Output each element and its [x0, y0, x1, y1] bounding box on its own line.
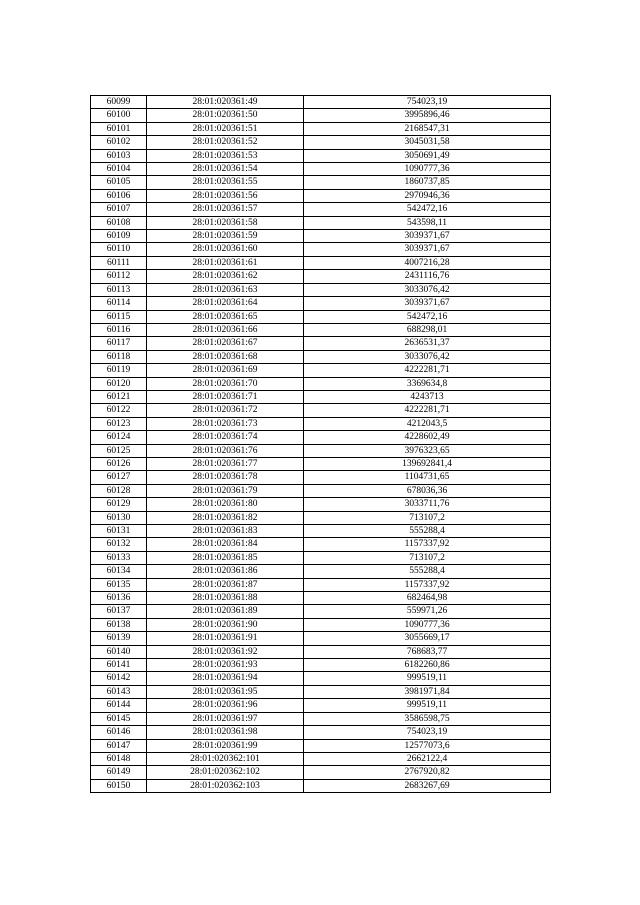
cadastral-number-cell: 28:01:020361:90: [147, 618, 304, 631]
cadastral-number-cell: 28:01:020361:98: [147, 726, 304, 739]
row-number-cell: 60130: [91, 511, 147, 524]
row-number-cell: 60112: [91, 270, 147, 283]
table-row: [91, 283, 551, 296]
table-row: [91, 364, 551, 377]
table-row: [91, 699, 551, 712]
row-number-cell: 60100: [91, 109, 147, 122]
table-row: [91, 163, 551, 176]
value-cell: 682464,98: [304, 592, 551, 605]
value-cell: 4222281,71: [304, 404, 551, 417]
value-cell: 678036,36: [304, 484, 551, 497]
value-cell: 1157337,92: [304, 538, 551, 551]
cadastral-number-cell: 28:01:020361:86: [147, 565, 304, 578]
cadastral-number-cell: 28:01:020361:56: [147, 189, 304, 202]
value-cell: 555288,4: [304, 525, 551, 538]
cadastral-number-cell: 28:01:020361:89: [147, 605, 304, 618]
value-cell: 4222281,71: [304, 364, 551, 377]
value-cell: 3976323,65: [304, 444, 551, 457]
row-number-cell: 60150: [91, 779, 147, 792]
table-row: [91, 578, 551, 591]
row-number-cell: 60139: [91, 632, 147, 645]
value-cell: 713107,2: [304, 511, 551, 524]
row-number-cell: 60121: [91, 390, 147, 403]
value-cell: 3039371,67: [304, 297, 551, 310]
cadastral-number-cell: 28:01:020361:63: [147, 283, 304, 296]
cadastral-number-cell: 28:01:020361:64: [147, 297, 304, 310]
value-cell: 542472,16: [304, 203, 551, 216]
row-number-cell: 60145: [91, 712, 147, 725]
row-number-cell: 60144: [91, 699, 147, 712]
value-cell: 2683267,69: [304, 779, 551, 792]
table-row: [91, 122, 551, 135]
value-cell: 3039371,67: [304, 243, 551, 256]
cadastral-number-cell: 28:01:020361:52: [147, 136, 304, 149]
row-number-cell: 60102: [91, 136, 147, 149]
value-cell: 3033076,42: [304, 350, 551, 363]
table-row: [91, 109, 551, 122]
value-cell: 713107,2: [304, 551, 551, 564]
table-row: [91, 592, 551, 605]
value-cell: 3586598,75: [304, 712, 551, 725]
row-number-cell: 60137: [91, 605, 147, 618]
value-cell: 3033711,76: [304, 498, 551, 511]
row-number-cell: 60135: [91, 578, 147, 591]
value-cell: 3995896,46: [304, 109, 551, 122]
value-cell: 4228602,49: [304, 431, 551, 444]
value-cell: 3369634,8: [304, 377, 551, 390]
cadastral-number-cell: 28:01:020361:61: [147, 256, 304, 269]
row-number-cell: 60119: [91, 364, 147, 377]
table-row: [91, 538, 551, 551]
value-cell: 543598,11: [304, 216, 551, 229]
cadastral-number-cell: 28:01:020361:93: [147, 659, 304, 672]
row-number-cell: 60101: [91, 122, 147, 135]
cadastral-number-cell: 28:01:020361:65: [147, 310, 304, 323]
cadastral-number-cell: 28:01:020361:57: [147, 203, 304, 216]
value-cell: 12577073,6: [304, 739, 551, 752]
table-row: [91, 297, 551, 310]
cadastral-number-cell: 28:01:020361:88: [147, 592, 304, 605]
cadastral-number-cell: 28:01:020361:78: [147, 471, 304, 484]
row-number-cell: 60129: [91, 498, 147, 511]
table-row: [91, 176, 551, 189]
value-cell: 555288,4: [304, 565, 551, 578]
table-row: [91, 243, 551, 256]
row-number-cell: 60132: [91, 538, 147, 551]
cadastral-number-cell: 28:01:020361:72: [147, 404, 304, 417]
cadastral-number-cell: 28:01:020361:97: [147, 712, 304, 725]
value-cell: 3981971,84: [304, 685, 551, 698]
row-number-cell: 60117: [91, 337, 147, 350]
table-row: [91, 431, 551, 444]
value-cell: 2767920,82: [304, 766, 551, 779]
value-cell: 4007216,28: [304, 256, 551, 269]
row-number-cell: 60125: [91, 444, 147, 457]
cadastral-number-cell: 28:01:020361:73: [147, 417, 304, 430]
table-row: [91, 498, 551, 511]
value-cell: 3045031,58: [304, 136, 551, 149]
cadastral-number-cell: 28:01:020361:53: [147, 149, 304, 162]
value-cell: 542472,16: [304, 310, 551, 323]
table-row: [91, 323, 551, 336]
table-row: [91, 645, 551, 658]
table-row: [91, 96, 551, 109]
table-row: [91, 230, 551, 243]
row-number-cell: 60099: [91, 96, 147, 109]
row-number-cell: 60133: [91, 551, 147, 564]
row-number-cell: 60118: [91, 350, 147, 363]
row-number-cell: 60148: [91, 752, 147, 765]
cadastral-number-cell: 28:01:020361:49: [147, 96, 304, 109]
cadastral-number-cell: 28:01:020361:79: [147, 484, 304, 497]
row-number-cell: 60124: [91, 431, 147, 444]
row-number-cell: 60131: [91, 525, 147, 538]
cadastral-number-cell: 28:01:020361:68: [147, 350, 304, 363]
cadastral-number-cell: 28:01:020361:99: [147, 739, 304, 752]
row-number-cell: 60126: [91, 457, 147, 470]
cadastral-number-cell: 28:01:020361:77: [147, 457, 304, 470]
row-number-cell: 60143: [91, 685, 147, 698]
cadastral-number-cell: 28:01:020361:87: [147, 578, 304, 591]
table-row: [91, 712, 551, 725]
cadastral-number-cell: 28:01:020361:60: [147, 243, 304, 256]
row-number-cell: 60149: [91, 766, 147, 779]
cadastral-number-cell: 28:01:020361:76: [147, 444, 304, 457]
cadastral-number-cell: 28:01:020361:91: [147, 632, 304, 645]
cadastral-number-cell: 28:01:020362:103: [147, 779, 304, 792]
cadastral-number-cell: 28:01:020361:58: [147, 216, 304, 229]
table-row: [91, 672, 551, 685]
cadastral-number-cell: 28:01:020361:95: [147, 685, 304, 698]
row-number-cell: 60107: [91, 203, 147, 216]
row-number-cell: 60113: [91, 283, 147, 296]
cadastral-number-cell: 28:01:020361:66: [147, 323, 304, 336]
table-row: [91, 605, 551, 618]
table-row: [91, 417, 551, 430]
row-number-cell: 60106: [91, 189, 147, 202]
value-cell: 3055669,17: [304, 632, 551, 645]
cadastral-number-cell: 28:01:020361:82: [147, 511, 304, 524]
cadastral-number-cell: 28:01:020361:94: [147, 672, 304, 685]
table-row: [91, 511, 551, 524]
value-cell: 1157337,92: [304, 578, 551, 591]
value-cell: 999519,11: [304, 699, 551, 712]
value-cell: 2168547,31: [304, 122, 551, 135]
table-row: [91, 404, 551, 417]
value-cell: 768683,77: [304, 645, 551, 658]
table-row: [91, 752, 551, 765]
row-number-cell: 60120: [91, 377, 147, 390]
row-number-cell: 60127: [91, 471, 147, 484]
table-row: [91, 632, 551, 645]
cadastral-number-cell: 28:01:020361:54: [147, 163, 304, 176]
value-cell: 2662122,4: [304, 752, 551, 765]
row-number-cell: 60110: [91, 243, 147, 256]
cadastral-number-cell: 28:01:020361:55: [147, 176, 304, 189]
table-row: [91, 149, 551, 162]
table-row: [91, 270, 551, 283]
cadastral-number-cell: 28:01:020361:67: [147, 337, 304, 350]
row-number-cell: 60136: [91, 592, 147, 605]
value-cell: 999519,11: [304, 672, 551, 685]
value-cell: 1104731,65: [304, 471, 551, 484]
row-number-cell: 60141: [91, 659, 147, 672]
cadastral-number-cell: 28:01:020361:85: [147, 551, 304, 564]
table-row: [91, 444, 551, 457]
value-cell: 4212043,5: [304, 417, 551, 430]
value-cell: 2970946,36: [304, 189, 551, 202]
row-number-cell: 60114: [91, 297, 147, 310]
value-cell: 6182260,86: [304, 659, 551, 672]
table-row: [91, 471, 551, 484]
table-body: [91, 96, 551, 793]
value-cell: 3033076,42: [304, 283, 551, 296]
row-number-cell: 60146: [91, 726, 147, 739]
cadastral-number-cell: 28:01:020361:80: [147, 498, 304, 511]
value-cell: 3050691,49: [304, 149, 551, 162]
cadastral-number-cell: 28:01:020361:74: [147, 431, 304, 444]
cadastral-number-cell: 28:01:020361:83: [147, 525, 304, 538]
table-row: [91, 685, 551, 698]
cadastral-number-cell: 28:01:020361:51: [147, 122, 304, 135]
cadastral-number-cell: 28:01:020361:62: [147, 270, 304, 283]
cadastral-number-cell: 28:01:020361:84: [147, 538, 304, 551]
table-row: [91, 310, 551, 323]
value-cell: 1090777,36: [304, 618, 551, 631]
row-number-cell: 60109: [91, 230, 147, 243]
row-number-cell: 60115: [91, 310, 147, 323]
cadastral-number-cell: 28:01:020361:96: [147, 699, 304, 712]
row-number-cell: 60104: [91, 163, 147, 176]
table-row: [91, 551, 551, 564]
cadastral-value-table: [90, 95, 551, 793]
row-number-cell: 60103: [91, 149, 147, 162]
table-row: [91, 779, 551, 792]
row-number-cell: 60116: [91, 323, 147, 336]
value-cell: 1090777,36: [304, 163, 551, 176]
row-number-cell: 60147: [91, 739, 147, 752]
table-row: [91, 256, 551, 269]
value-cell: 3039371,67: [304, 230, 551, 243]
row-number-cell: 60128: [91, 484, 147, 497]
row-number-cell: 60138: [91, 618, 147, 631]
table-row: [91, 189, 551, 202]
table-row: [91, 350, 551, 363]
table-row: [91, 726, 551, 739]
cadastral-number-cell: 28:01:020361:71: [147, 390, 304, 403]
value-cell: 139692841,4: [304, 457, 551, 470]
row-number-cell: 60142: [91, 672, 147, 685]
value-cell: 559971,26: [304, 605, 551, 618]
table-row: [91, 377, 551, 390]
value-cell: 1860737,85: [304, 176, 551, 189]
table-row: [91, 525, 551, 538]
cadastral-number-cell: 28:01:020362:101: [147, 752, 304, 765]
row-number-cell: 60140: [91, 645, 147, 658]
row-number-cell: 60134: [91, 565, 147, 578]
value-cell: 2636531,37: [304, 337, 551, 350]
row-number-cell: 60111: [91, 256, 147, 269]
table-row: [91, 136, 551, 149]
cadastral-number-cell: 28:01:020361:69: [147, 364, 304, 377]
value-cell: 754023,19: [304, 726, 551, 739]
table-row: [91, 484, 551, 497]
table-row: [91, 203, 551, 216]
row-number-cell: 60123: [91, 417, 147, 430]
cadastral-number-cell: 28:01:020361:50: [147, 109, 304, 122]
value-cell: 2431116,76: [304, 270, 551, 283]
cadastral-number-cell: 28:01:020361:92: [147, 645, 304, 658]
cadastral-number-cell: 28:01:020361:59: [147, 230, 304, 243]
table-row: [91, 457, 551, 470]
cadastral-number-cell: 28:01:020362:102: [147, 766, 304, 779]
table-row: [91, 216, 551, 229]
table-row: [91, 739, 551, 752]
table-row: [91, 618, 551, 631]
table-row: [91, 565, 551, 578]
value-cell: 688298,01: [304, 323, 551, 336]
cadastral-number-cell: 28:01:020361:70: [147, 377, 304, 390]
row-number-cell: 60122: [91, 404, 147, 417]
table-row: [91, 390, 551, 403]
value-cell: 754023,19: [304, 96, 551, 109]
row-number-cell: 60105: [91, 176, 147, 189]
table-row: [91, 766, 551, 779]
value-cell: 4243713: [304, 390, 551, 403]
row-number-cell: 60108: [91, 216, 147, 229]
table-row: [91, 337, 551, 350]
table-row: [91, 659, 551, 672]
